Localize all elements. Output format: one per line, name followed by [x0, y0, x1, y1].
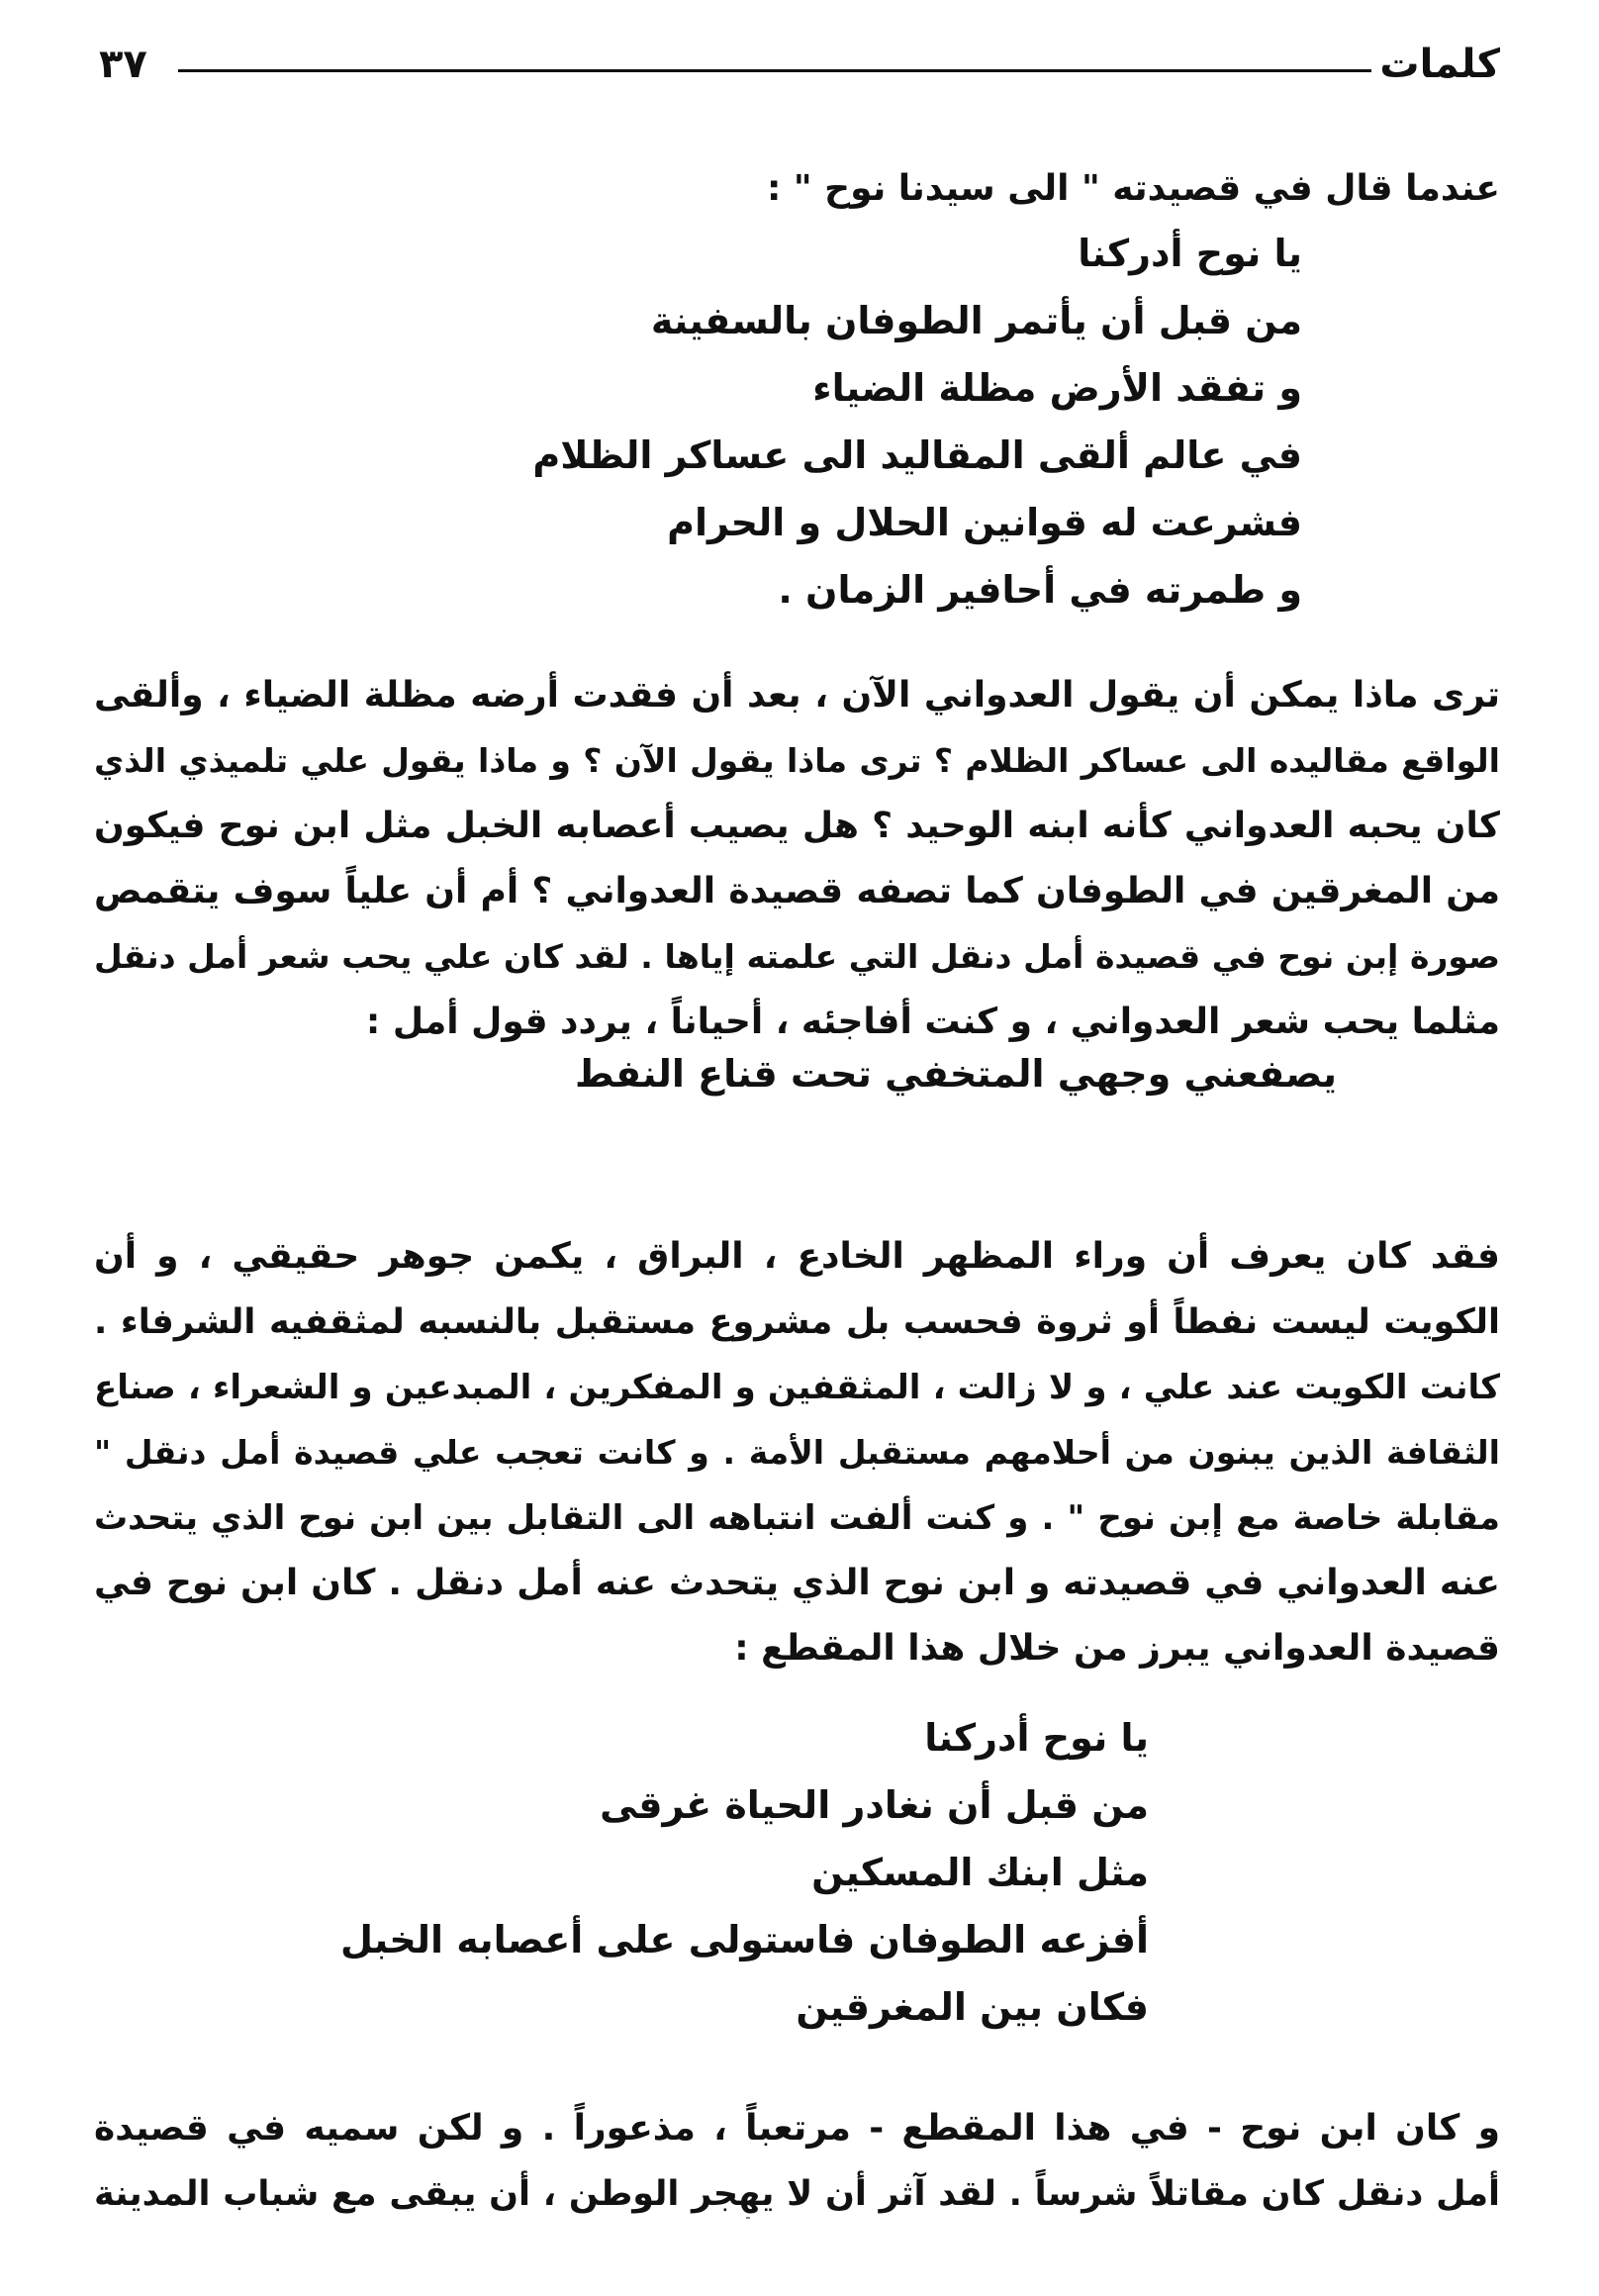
paragraph-line: مثلما يحب شعر العدواني ، و كنت أفاجئه ، أحياناً ، يردد قول أمل :: [365, 1002, 1500, 1042]
paragraph-line: من المغرقين في الطوفان كما تصفه قصيدة العدواني ؟ أم أن علياً سوف يتقمص: [94, 871, 1500, 911]
poem-verse: أفزعه الطوفان فاستولى على أعصابه الخبل: [339, 1918, 1149, 1961]
paragraph-line: الثقافة الذين يبنون من أحلامهم مستقبل الأمة . و كانت تعجب علي قصيدة أمل دنقل ": [94, 1433, 1500, 1472]
paragraph-line: قصيدة العدواني يبرز من خلال هذا المقطع :: [734, 1628, 1500, 1669]
paragraph-line: كان يحبه العدواني كأنه ابنه الوحيد ؟ هل يصيب أعصابه الخبل مثل ابن نوح فيكون: [94, 806, 1500, 846]
paragraph-line: و كان ابن نوح - في هذا المقطع - مرتعباً ، مذعوراً . و لكن سميه في قصيدة: [94, 2108, 1500, 2149]
poem-verse: فكان بين المغرقين: [796, 1985, 1149, 2029]
poem-verse: في عالم ألقى المقاليد الى عساكر الظلام: [532, 433, 1302, 477]
paragraph-line: الواقع مقاليده الى عساكر الظلام ؟ ترى ماذا يقول الآن ؟ و ماذا يقول علي تلميذي الذي: [94, 741, 1500, 780]
paragraph: [94, 663, 1500, 1055]
page-header: [89, 38, 1500, 97]
poem-verse: و تفقد الأرض مظلة الضياء: [812, 366, 1302, 410]
paragraph-line: صورة إبن نوح في قصيدة أمل دنقل التي علمته إياها . لقد كان علي يحب شعر أمل دنقل: [94, 937, 1500, 976]
paragraph-line: مقابلة خاصة مع إبن نوح " . و كنت ألفت انتباهه الى التقابل بين ابن نوح الذي يتحدث: [94, 1498, 1500, 1538]
poem-verse: من قبل أن يأتمر الطوفان بالسفينة: [650, 299, 1302, 342]
poem-verse: فشرعت له قوانين الحلال و الحرام: [667, 501, 1302, 544]
paragraph-line: فقد كان يعرف أن وراء المظهر الخادع ، البراق ، يكمن جوهر حقيقي ، و أن: [94, 1236, 1500, 1277]
running-title: كلمات: [1379, 42, 1500, 87]
paragraph: [94, 1224, 1500, 1681]
intro-line: عندما قال في قصيدته " الى سيدنا نوح " :: [766, 168, 1500, 209]
paragraph-line: الكويت ليست نفطاً أو ثروة فحسب بل مشروع مستقبل بالنسبه لمثقفيه الشرفاء .: [94, 1302, 1500, 1342]
poem-verse: يا نوح أدركنا: [924, 1716, 1149, 1760]
poem-verse: مثل ابنك المسكين: [811, 1851, 1149, 1894]
paragraph-line: عنه العدواني في قصيدته و ابن نوح الذي يتحدث عنه أمل دنقل . كان ابن نوح في: [94, 1563, 1500, 1603]
poem-verse: من قبل أن نغادر الحياة غرقى: [600, 1783, 1149, 1827]
paragraph-line: كانت الكويت عند علي ، و لا زالت ، المثقفين و المفكرين ، المبدعين و الشعراء ، صناع: [94, 1368, 1500, 1407]
poem-noah-2: [340, 1704, 1149, 2041]
page-number: ٣٧: [99, 42, 147, 87]
poem-verse: يا نوح أدركنا: [1078, 232, 1302, 275]
quoted-verse: يصفعني وجهي المتخفي تحت قناع النفط: [575, 1052, 1337, 1096]
poem-noah-1: [532, 220, 1302, 623]
paragraph: [94, 2096, 1500, 2227]
scan-mark: [746, 2217, 750, 2219]
poem-verse: و طمرته في أحافير الزمان .: [778, 568, 1302, 612]
paragraph-line: ترى ماذا يمكن أن يقول العدواني الآن ، بعد أن فقدت أرضه مظلة الضياء ، وألقى: [94, 675, 1500, 716]
header-rule: [178, 69, 1371, 72]
paragraph-line: أمل دنقل كان مقاتلاً شرساً . لقد آثر أن لا يهجر الوطن ، أن يبقى مع شباب المدينة: [94, 2174, 1500, 2214]
